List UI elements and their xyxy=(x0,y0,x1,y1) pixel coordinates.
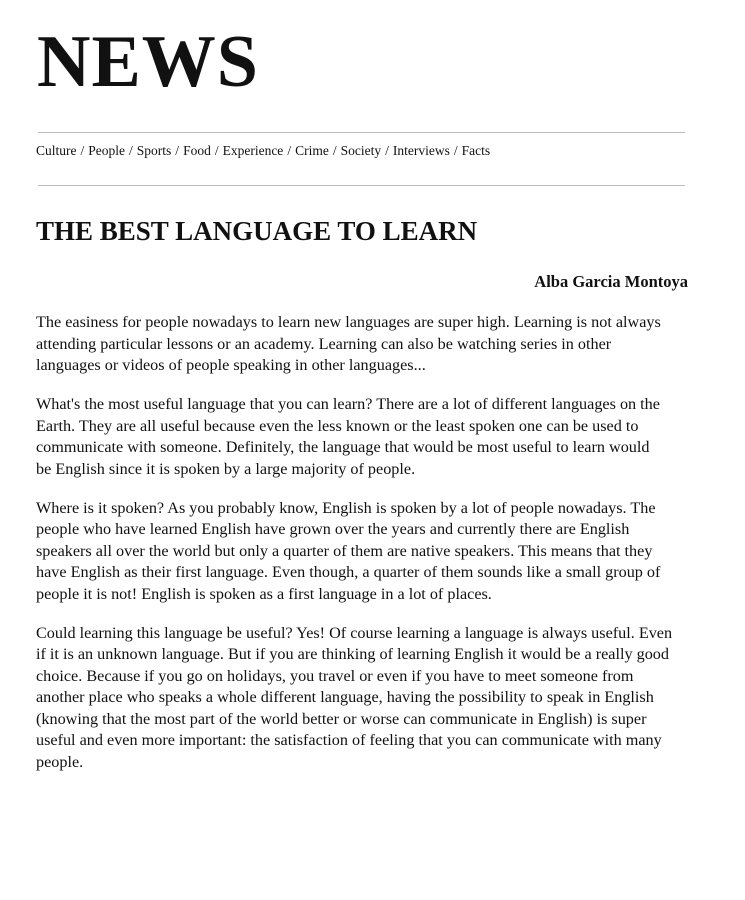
article-title: THE BEST LANGUAGE TO LEARN xyxy=(36,216,478,246)
nav-link-culture[interactable]: Culture xyxy=(36,143,77,158)
article-paragraph xyxy=(36,394,696,480)
paragraph-line: Where is it spoken? As you probably know, English is spoken by a lot of people nowadays. The xyxy=(36,498,656,517)
nav-link-society[interactable]: Society xyxy=(340,143,382,158)
nav-separator: / xyxy=(80,143,85,158)
paragraph-line: languages or videos of people speaking in other languages... xyxy=(36,356,426,374)
article-author: Alba Garcia Montoya xyxy=(534,272,688,291)
article-paragraph xyxy=(36,498,696,606)
nav-separator: / xyxy=(453,143,458,158)
nav-link-facts[interactable]: Facts xyxy=(461,143,491,158)
paragraph-line: Could learning this language be useful? Yes! Of course learning a language is always useful. Even xyxy=(36,623,673,642)
nav-link-crime[interactable]: Crime xyxy=(295,143,329,158)
nav-separator: / xyxy=(287,143,292,158)
paragraph-line: What's the most useful language that you can learn? There are a lot of different languages on the xyxy=(36,395,660,413)
nav-link-experience[interactable]: Experience xyxy=(222,143,284,158)
article-paragraph xyxy=(36,312,696,377)
paragraph-line: choice. Because if you go on holidays, you travel or even if you have to meet someone from xyxy=(36,666,634,685)
nav-link-interviews[interactable]: Interviews xyxy=(392,143,450,158)
nav-link-food[interactable]: Food xyxy=(183,143,211,158)
paragraph-line: useful and even more important: the satisfaction of feeling that you can communicate with many xyxy=(36,731,662,749)
divider-top xyxy=(38,132,685,133)
category-nav xyxy=(36,143,490,159)
paragraph-line: communicate with someone. Definitely, the language that would be most useful to learn would xyxy=(36,438,650,456)
paragraph-line: be English since it is spoken by a large majority of people. xyxy=(36,459,416,478)
nav-separator: / xyxy=(385,143,389,158)
paragraph-line: another place who speaks a whole different language, having the possibility to speak in English xyxy=(36,688,654,706)
paragraph-line: have English as their first language. Even though, a quarter of them sounds like a small group of xyxy=(36,563,661,581)
masthead-logo: NEWS xyxy=(37,21,259,103)
nav-separator: / xyxy=(332,143,337,158)
nav-link-people[interactable]: People xyxy=(88,143,126,158)
paragraph-line: The easiness for people nowadays to learn new languages are super high. Learning is not always xyxy=(36,313,661,331)
paragraph-line: (knowing that the most part of the world better or worse can communicate in English) is super xyxy=(36,709,647,728)
article-body xyxy=(36,312,696,791)
article-paragraph xyxy=(36,623,696,774)
nav-separator: / xyxy=(129,143,133,158)
divider-bottom xyxy=(38,185,685,186)
nav-link-sports[interactable]: Sports xyxy=(136,143,172,158)
paragraph-line: Earth. They are all useful because even the less known or the least spoken one can be used to xyxy=(36,416,639,435)
nav-separator: / xyxy=(175,143,180,158)
nav-separator: / xyxy=(214,143,219,158)
paragraph-line: speakers all over the world but only a quarter of them are native speakers. This means that they xyxy=(36,541,653,560)
paragraph-line: people who have learned English have grown over the years and currently there are English xyxy=(36,520,630,538)
paragraph-line: people. xyxy=(36,752,84,771)
paragraph-line: people it is not! English is spoken as a first language in a lot of places. xyxy=(36,584,492,603)
paragraph-line: if it is an unknown language. But if you are thinking of learning English it would be a really good xyxy=(36,645,669,663)
paragraph-line: attending particular lessons or an academy. Learning can also be watching series in other xyxy=(36,334,612,353)
